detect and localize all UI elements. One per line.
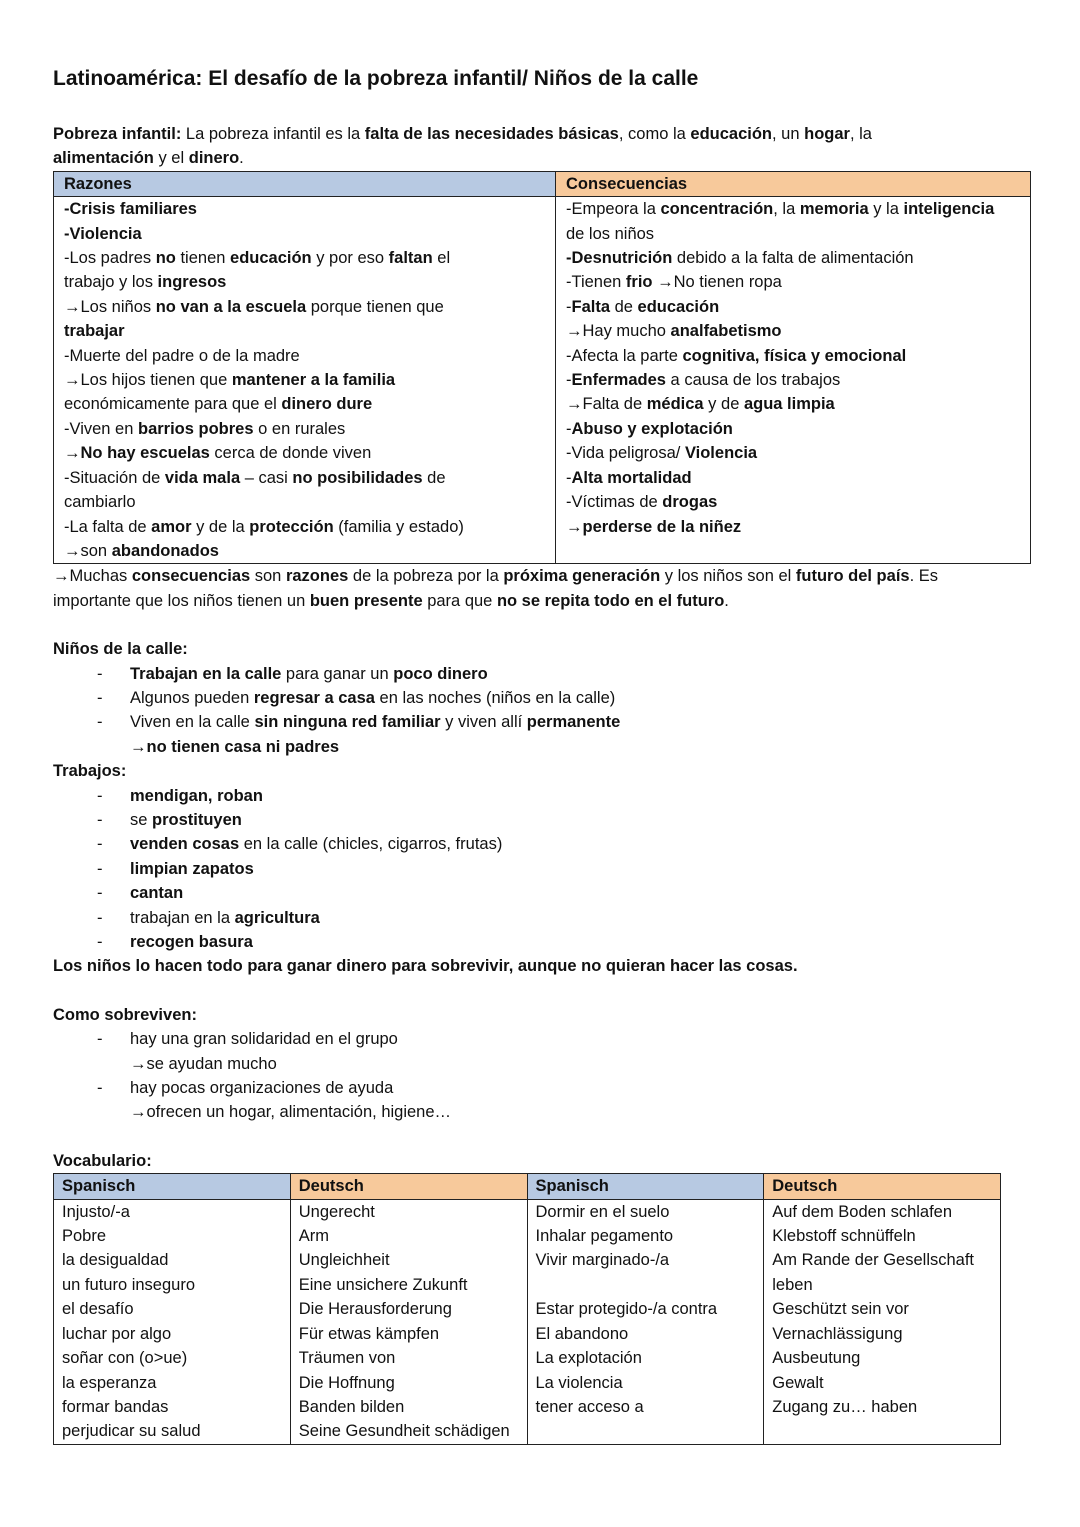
vocab-cell: Estar protegido-/a contra [527, 1297, 764, 1321]
consecuencia-bold: médica [646, 395, 704, 414]
list-item-bold: prostituyen [152, 810, 242, 829]
vocab-cell [527, 1419, 764, 1444]
consecuencia-line [566, 515, 1020, 539]
intro-bold: dinero [188, 149, 240, 168]
consecuencia-text: debido a la falta de alimentación [672, 249, 914, 268]
consecuencia-text: →Hay mucho [566, 322, 671, 341]
consecuencia-line [566, 246, 1020, 270]
conclusion-text: →Muchas [53, 567, 132, 586]
razon-text: -Los padres [64, 249, 156, 268]
consecuencia-text: a causa de los trabajos [665, 371, 841, 390]
vocab-header-deutsch: Deutsch [290, 1174, 527, 1199]
razon-line [64, 222, 545, 246]
razon-text: →Los niños [64, 297, 156, 316]
list-item-bold: limpian zapatos [130, 859, 254, 878]
sub-item-text: ofrecen un hogar, alimentación, higiene… [146, 1103, 452, 1122]
vocab-cell: leben [764, 1273, 1001, 1297]
vocab-cell: Am Rande der Gesellschaft [764, 1248, 1001, 1272]
consecuencia-text: → [566, 517, 583, 536]
vocab-cell: Die Hoffnung [290, 1371, 527, 1395]
conclusion-text: importante que los niños tienen un [53, 591, 310, 610]
reasons-consequences-table [53, 171, 1031, 565]
consecuencia-bold: Violencia [684, 444, 758, 463]
sub-item [130, 1100, 1013, 1124]
razon-text: -Crisis familiares [64, 200, 197, 219]
conclusion-text: para que [422, 591, 497, 610]
document-page [53, 64, 1013, 1445]
vocab-cell [764, 1419, 1001, 1444]
vocabulary-table [53, 1173, 1001, 1444]
intro-label: Pobreza infantil: [53, 125, 182, 143]
list-item-text: en las noches (niños en la calle) [374, 688, 616, 707]
list-item: - mendigan, roban [97, 786, 263, 805]
vocab-cell: Pobre [54, 1224, 291, 1248]
list-item-bold: venden cosas [130, 835, 240, 854]
list-item-bold: poco dinero [393, 664, 488, 683]
conclusion-bold: futuro del país [795, 567, 910, 586]
razones-cell [54, 197, 556, 564]
list-item-bold: Trabajan en la calle [130, 664, 282, 683]
razon-line [64, 270, 545, 294]
consecuencia-bold: Falta [571, 297, 611, 316]
razon-bold: vida mala [164, 468, 241, 487]
list-item-bold: sin ninguna red familiar [254, 713, 441, 732]
razon-text: o en rurales [253, 419, 346, 438]
razon-bold: mantener a la familia [231, 371, 396, 390]
vocab-cell: Dormir en el suelo [527, 1199, 764, 1224]
vocab-cell: la desigualdad [54, 1248, 291, 1272]
vocab-header-spanisch: Spanisch [527, 1174, 764, 1199]
razon-text: cerca de donde viven [209, 444, 372, 463]
intro-paragraph [53, 122, 953, 171]
consecuencia-text: -Víctimas de [566, 493, 663, 512]
consecuencia-bold: Abuso y explotación [571, 419, 733, 438]
section-title-vocabulario: Vocabulario: [53, 1151, 152, 1170]
razon-bold: no [155, 249, 176, 268]
section-title-ninos: Niños de la calle: [53, 640, 188, 659]
list-item: - se prostituyen [97, 810, 242, 829]
razon-line [64, 466, 545, 490]
list-item: - Trabajan en la calle para ganar un poco dinero [97, 664, 488, 683]
sub-item-text: se ayudan mucho [146, 1054, 277, 1073]
razon-line [64, 490, 545, 514]
vocab-cell: Inhalar pegamento [527, 1224, 764, 1248]
razon-text: →son [64, 541, 112, 560]
list-item-text: se [130, 810, 153, 829]
vocab-cell: El abandono [527, 1322, 764, 1346]
column-header-consecuencias: Consecuencias [556, 171, 1031, 196]
conclusion-text: son [250, 567, 286, 586]
razon-line [64, 441, 545, 465]
consecuencia-text: -Afecta la parte [566, 346, 683, 365]
table-row [54, 197, 1031, 564]
razon-bold: educación [230, 249, 312, 268]
conclusion-text: y los niños son el [660, 567, 796, 586]
razon-text: el [432, 249, 451, 268]
list-item: - limpian zapatos [97, 859, 254, 878]
list-item: - venden cosas en la calle (chicles, cigarros, frutas) [97, 835, 503, 854]
consecuencia-bold: frio [625, 273, 653, 292]
list-item-text: hay pocas organizaciones de ayuda [130, 1079, 394, 1098]
consecuencia-bold: analfabetismo [670, 322, 782, 341]
consecuencia-bold: perderse de la niñez [582, 517, 742, 536]
arrow-icon: → [130, 737, 147, 756]
column-header-razones: Razones [54, 171, 556, 196]
list-item: - hay una gran solidaridad en el grupo →se ayudan mucho [53, 1027, 1013, 1076]
consecuencia-text: →No tienen ropa [652, 273, 782, 292]
consecuencia-line [566, 344, 1020, 368]
table-row [54, 1297, 1001, 1321]
razon-text: (familia y estado) [333, 517, 464, 536]
razon-text: – casi [240, 468, 293, 487]
conclusion-bold: razones [285, 567, 349, 586]
razon-text: porque tienen que [306, 297, 444, 316]
vocab-cell: La violencia [527, 1371, 764, 1395]
vocab-cell: la esperanza [54, 1371, 291, 1395]
consecuencia-line [566, 441, 1020, 465]
vocab-header-row [54, 1174, 1001, 1199]
conclusion-text: de la pobreza por la [348, 567, 504, 586]
consecuencia-bold: Alta mortalidad [571, 468, 692, 487]
sub-item [130, 1052, 1013, 1076]
list-item-bold: recogen basura [130, 933, 253, 951]
consecuencia-line [566, 417, 1020, 441]
vocab-cell: Ungerecht [290, 1199, 527, 1224]
intro-text: y el [153, 149, 189, 168]
intro-text: . [239, 149, 244, 168]
vocab-cell: La explotación [527, 1346, 764, 1370]
list-item-bold: cantan [130, 884, 184, 903]
razon-bold: no van a la escuela [155, 297, 307, 316]
vocab-cell [527, 1273, 764, 1297]
consecuencia-line [566, 295, 1020, 319]
razon-text: →Los hijos tienen que [64, 371, 232, 390]
vocab-cell: Geschützt sein vor [764, 1297, 1001, 1321]
razon-line [64, 295, 545, 319]
vocab-cell: perjudicar su salud [54, 1419, 291, 1444]
razon-bold: ingresos [157, 273, 227, 292]
consecuencia-text: - [566, 371, 572, 390]
table-header-row [54, 171, 1031, 196]
vocab-cell: soñar con (o>ue) [54, 1346, 291, 1370]
intro-text: La pobreza infantil es la [181, 125, 365, 143]
conclusion-text: . Es [909, 567, 939, 586]
vocab-cell: tener acceso a [527, 1395, 764, 1419]
table-row [54, 1322, 1001, 1346]
intro-bold: educación [690, 125, 772, 143]
consecuencia-line [566, 490, 1020, 514]
razon-line [64, 246, 545, 270]
razon-bold: protección [249, 517, 334, 536]
list-item: - trabajan en la agricultura [97, 908, 320, 927]
table-row [54, 1346, 1001, 1370]
consecuencia-text: -Empeora la [566, 200, 661, 219]
vocab-cell: Träumen von [290, 1346, 527, 1370]
razon-bold: faltan [388, 249, 433, 268]
razon-line [64, 515, 545, 539]
consecuencia-line [566, 270, 1020, 294]
conclusion-paragraph [53, 564, 1013, 613]
vocab-cell: Banden bilden [290, 1395, 527, 1419]
consecuencia-bold: agua limpia [743, 395, 835, 414]
conclusion-text: . [724, 591, 729, 610]
consecuencia-line [566, 197, 1020, 221]
consecuencia-bold: Enfermades [571, 371, 666, 390]
consecuencias-cell [556, 197, 1031, 564]
consecuencia-text: de los niños [566, 224, 655, 243]
razon-text: -Viven en [64, 419, 138, 438]
list-item: - hay pocas organizaciones de ayuda →ofrecen un hogar, alimentación, higiene… [53, 1076, 1013, 1125]
list-item-text: trabajan en la [130, 908, 235, 927]
consecuencia-text: de [610, 297, 638, 316]
intro-bold: alimentación [53, 149, 154, 168]
list-item-bold: permanente [526, 713, 621, 732]
vocab-cell: Gewalt [764, 1371, 1001, 1395]
list-item-bold: mendigan, roban [130, 786, 263, 805]
consecuencia-text: , la [773, 200, 800, 219]
vocab-cell: Ausbeutung [764, 1346, 1001, 1370]
razon-bold: abandonados [111, 541, 219, 560]
list-item: - Algunos pueden regresar a casa en las noches (niños en la calle) [97, 688, 616, 707]
trabajos-list [53, 784, 1013, 955]
table-row [54, 1248, 1001, 1272]
consecuencia-text: - [566, 468, 572, 487]
consecuencia-bold: inteligencia [903, 200, 995, 219]
consecuencia-line [566, 368, 1020, 392]
intro-text: , un [772, 125, 805, 143]
consecuencia-text: -Tienen [566, 273, 626, 292]
vocab-cell: el desafío [54, 1297, 291, 1321]
vocab-header-spanisch: Spanisch [54, 1174, 291, 1199]
list-item-text: para ganar un [281, 664, 394, 683]
razon-text: y por eso [311, 249, 389, 268]
razon-text: económicamente para que el [64, 395, 282, 414]
table-row [54, 1199, 1001, 1224]
razon-text: → [64, 444, 81, 463]
consecuencia-line [566, 466, 1020, 490]
arrow-icon: → [130, 1103, 147, 1122]
consecuencia-bold: cognitiva, física y emocional [682, 346, 907, 365]
conclusion-bold: próxima generación [503, 567, 661, 586]
razon-bold: no posibilidades [292, 468, 423, 487]
conclusion-bold: buen presente [309, 591, 423, 610]
razon-line [64, 392, 545, 416]
vocab-cell: Vernachlässigung [764, 1322, 1001, 1346]
razon-text: -Violencia [64, 224, 142, 243]
vocab-cell: Zugang zu… haben [764, 1395, 1001, 1419]
conclusion-bold: consecuencias [131, 567, 251, 586]
razon-line [64, 539, 545, 563]
list-item: - recogen basura [97, 933, 253, 951]
razon-text: y de la [191, 517, 250, 536]
ninos-list [53, 662, 1013, 760]
vocab-cell: formar bandas [54, 1395, 291, 1419]
vocab-cell: luchar por algo [54, 1322, 291, 1346]
intro-text: , la [849, 125, 872, 143]
table-row [54, 1371, 1001, 1395]
razon-text: -La falta de [64, 517, 152, 536]
razon-text: tienen [175, 249, 231, 268]
razon-line [64, 417, 545, 441]
section-title-trabajos: Trabajos: [53, 762, 127, 781]
razon-line [64, 368, 545, 392]
list-item: - Viven en la calle sin ninguna red familiar y viven allí permanente →no tienen casa ni padres [53, 710, 1013, 759]
consecuencia-bold: -Desnutrición [566, 249, 673, 268]
consecuencia-text: y la [868, 200, 904, 219]
intro-text: , como la [618, 125, 691, 143]
table-row [54, 1273, 1001, 1297]
consecuencia-bold: drogas [662, 493, 718, 512]
vocab-cell: Injusto/-a [54, 1199, 291, 1224]
page-title: Latinoamérica: El desafío de la pobreza infantil/ Niños de la calle [53, 67, 699, 90]
razon-bold: barrios pobres [138, 419, 254, 438]
vocab-cell: Eine unsichere Zukunft [290, 1273, 527, 1297]
arrow-icon: → [130, 1054, 147, 1073]
razon-bold: amor [151, 517, 192, 536]
list-item-text: Viven en la calle [130, 713, 255, 732]
table-row [54, 1224, 1001, 1248]
sub-item [130, 735, 1013, 759]
consecuencia-line [566, 319, 1020, 343]
razon-line [64, 344, 545, 368]
table-row [54, 1395, 1001, 1419]
razon-bold: No hay escuelas [80, 444, 210, 463]
consecuencia-bold: memoria [799, 200, 869, 219]
list-item-text: hay una gran solidaridad en el grupo [130, 1030, 398, 1049]
list-item: - cantan [97, 884, 184, 903]
vocab-cell: Für etwas kämpfen [290, 1322, 527, 1346]
vocab-cell: Auf dem Boden schlafen [764, 1199, 1001, 1224]
vocab-header-deutsch: Deutsch [764, 1174, 1001, 1199]
list-item-bold: regresar a casa [253, 688, 375, 707]
list-item-bold: agricultura [234, 908, 320, 927]
list-item-text: en la calle (chicles, cigarros, frutas) [239, 835, 503, 854]
table-row [54, 1419, 1001, 1444]
trabajos-summary: Los niños lo hacen todo para ganar dinero para sobrevivir, aunque no quieran hacer las cosas. [53, 957, 798, 976]
section-title-sobreviven: Como sobreviven: [53, 1005, 197, 1024]
intro-bold: hogar [804, 125, 850, 143]
consecuencia-line [566, 222, 1020, 246]
razon-text: -Situación de [64, 468, 165, 487]
vocab-cell: Arm [290, 1224, 527, 1248]
vocab-cell: Seine Gesundheit schädigen [290, 1419, 527, 1444]
consecuencia-text: →Falta de [566, 395, 647, 414]
vocab-cell: Klebstoff schnüffeln [764, 1224, 1001, 1248]
razon-text: -Muerte del padre o de la madre [64, 346, 300, 365]
razon-text: trabajo y los [64, 273, 158, 292]
vocab-cell: Die Herausforderung [290, 1297, 527, 1321]
sobreviven-list [53, 1027, 1013, 1125]
conclusion-bold: no se repita todo en el futuro [496, 591, 725, 610]
consecuencia-line [566, 392, 1020, 416]
consecuencia-text: -Vida peligrosa/ [566, 444, 685, 463]
consecuencia-text: - [566, 297, 572, 316]
sub-item-bold: no tienen casa ni padres [146, 737, 340, 756]
intro-bold: falta de las necesidades básicas [364, 125, 619, 143]
razon-bold: trabajar [64, 322, 125, 341]
consecuencia-text: y de [703, 395, 744, 414]
list-item-text: y viven allí [440, 713, 527, 732]
vocab-cell: Ungleichheit [290, 1248, 527, 1272]
vocab-cell: Vivir marginado-/a [527, 1248, 764, 1272]
razon-line [64, 319, 545, 343]
razon-line [64, 197, 545, 221]
list-item-text: Algunos pueden [130, 688, 254, 707]
consecuencia-bold: concentración [660, 200, 774, 219]
consecuencia-text: - [566, 419, 572, 438]
vocab-cell: un futuro inseguro [54, 1273, 291, 1297]
razon-text: cambiarlo [64, 493, 136, 512]
razon-bold: dinero dure [281, 395, 373, 414]
consecuencia-bold: educación [637, 297, 720, 316]
razon-text: de [422, 468, 446, 487]
